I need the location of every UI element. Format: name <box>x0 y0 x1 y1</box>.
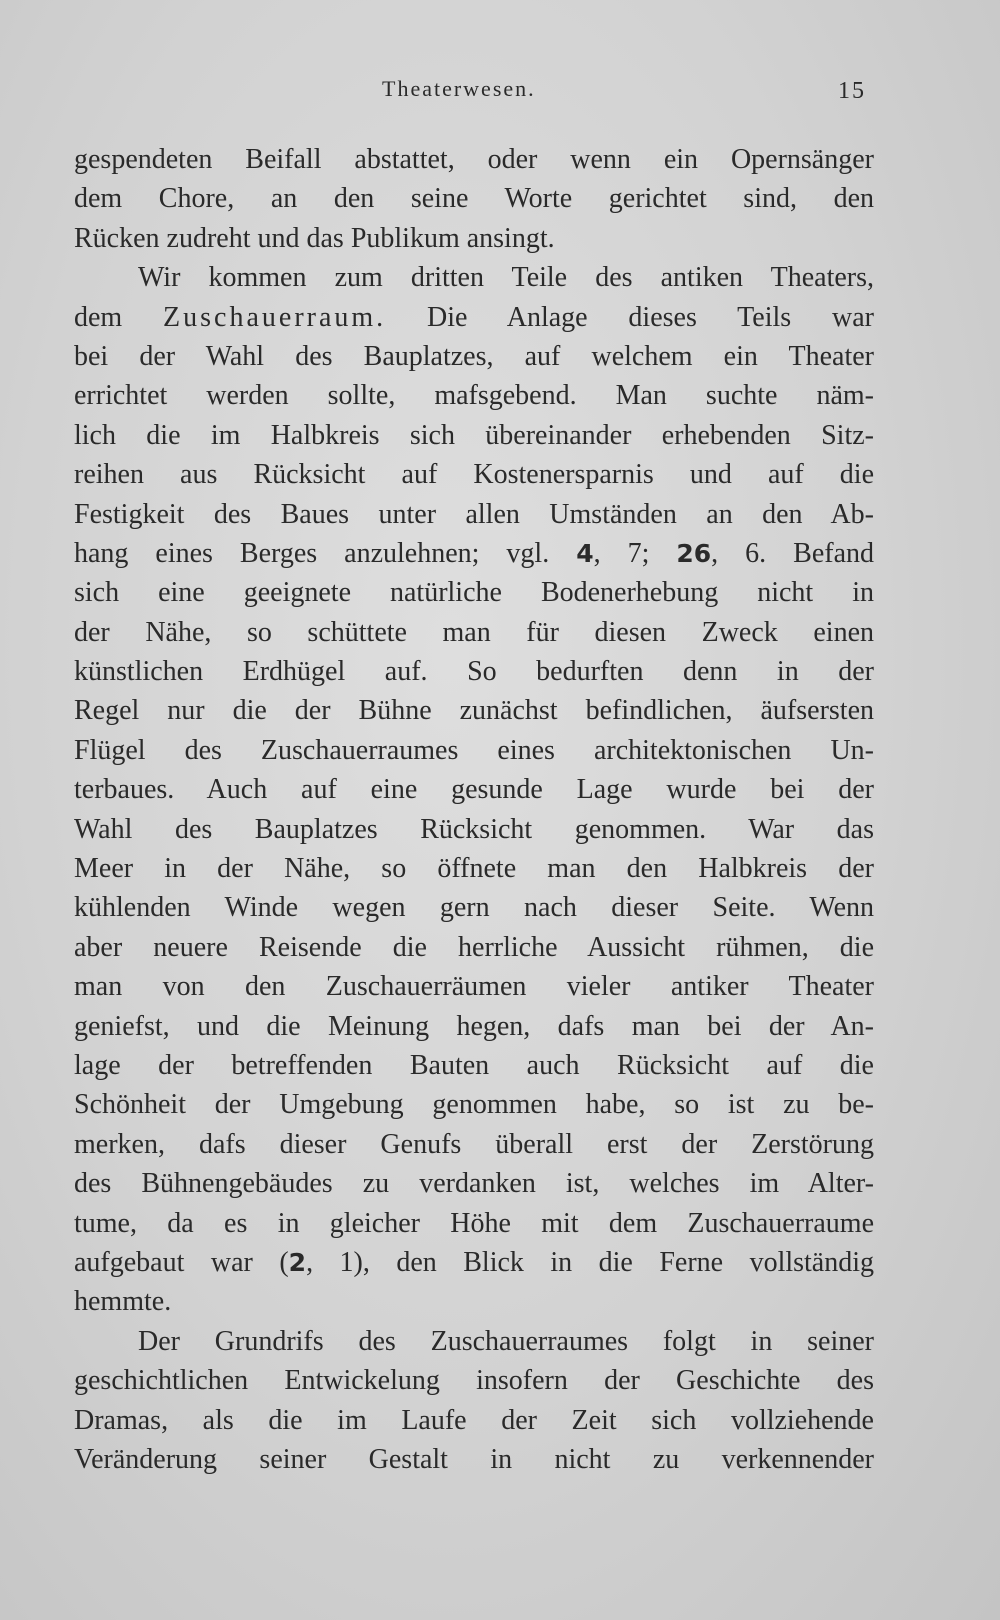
text-line: Regel nur die der Bühne zunächst befindlichen, äufsersten <box>74 695 874 727</box>
text-line: lage der betreffenden Bauten auch Rücksicht auf die <box>74 1049 874 1081</box>
text-line: kühlenden Winde wegen gern nach dieser Seite. Wenn <box>74 892 874 924</box>
text-line: der Nähe, so schüttete man für diesen Zweck einen <box>74 616 874 648</box>
body-text <box>74 140 874 1479</box>
spaced-term: Zuschauerraum. <box>163 301 387 333</box>
text-line: aber neuere Reisende die herrliche Aussicht rühmen, die <box>74 931 874 963</box>
text-line: Meer in der Nähe, so öffnete man den Halbkreis der <box>74 853 874 885</box>
text-line: errichtet werden sollte, mafsgebend. Man suchte näm- <box>74 380 874 412</box>
text-line: tume, da es in gleicher Höhe mit dem Zuschauerraume <box>74 1207 874 1239</box>
cross-reference-number: 2 <box>288 1247 307 1277</box>
text-line: merken, dafs dieser Genufs überall erst der Zerstörung <box>74 1128 874 1160</box>
text-line: hemmte. <box>74 1286 172 1318</box>
text-line: gespendeten Beifall abstattet, oder wenn ein Opernsänger <box>74 144 874 175</box>
running-title: Theaterwesen. <box>382 76 536 101</box>
text-line <box>74 1243 874 1282</box>
text-line: Veränderung seiner Gestalt in nicht zu verkennender <box>74 1443 874 1475</box>
text-fragment: , 7; <box>593 537 677 569</box>
text-fragment: hang eines Berges anzulehnen; vgl. <box>74 537 577 569</box>
text-line: künstlichen Erdhügel auf. So bedurften denn in der <box>74 656 874 688</box>
paragraph-start-line: Wir kommen zum dritten Teile des antiken Theaters, <box>138 262 874 294</box>
text-line: dem Chore, an den seine Worte gerichtet sind, den <box>74 183 874 215</box>
text-line: des Bühnengebäudes zu verdanken ist, welches im Alter- <box>74 1168 874 1200</box>
paragraph-start-line: Der Grundrifs des Zuschauerraumes folgt in seiner <box>138 1325 874 1357</box>
text-fragment: aufgebaut war ( <box>74 1246 289 1278</box>
cross-reference-number: 4 <box>576 538 594 568</box>
text-line: geschichtlichen Entwickelung insofern der Geschichte des <box>74 1365 874 1397</box>
text-line: sich eine geeignete natürliche Bodenerhebung nicht in <box>74 577 874 609</box>
text-fragment: Die Anlage dieses Teils war <box>386 301 874 333</box>
text-line: man von den Zuschauerräumen vieler antiker Theater <box>74 971 874 1003</box>
text-line: terbaues. Auch auf eine gesunde Lage wurde bei der <box>74 774 874 806</box>
text-line: bei der Wahl des Bauplatzes, auf welchem ein Theater <box>74 340 874 372</box>
text-line: lich die im Halbkreis sich übereinander erhebenden Sitz- <box>74 419 874 451</box>
text-line <box>74 298 874 337</box>
text-line: Wahl des Bauplatzes Rücksicht genommen. War das <box>74 813 874 845</box>
text-fragment: dem <box>74 301 164 333</box>
running-head <box>0 72 1000 112</box>
text-line: Festigkeit des Baues unter allen Umständen an den Ab- <box>74 498 874 530</box>
text-fragment: , 1), den Blick in die Ferne vollständig <box>306 1246 875 1278</box>
text-line: Rücken zudreht und das Publikum ansingt. <box>74 222 555 254</box>
cross-reference-number: 26 <box>676 538 712 568</box>
text-line: geniefst, und die Meinung hegen, dafs man bei der An- <box>74 1010 874 1042</box>
text-line: Schönheit der Umgebung genommen habe, so ist zu be- <box>74 1089 874 1121</box>
text-line <box>74 534 874 573</box>
text-fragment: , 6. Befand <box>711 537 875 569</box>
text-line: Dramas, als die im Laufe der Zeit sich vollziehende <box>74 1404 874 1436</box>
text-line: reihen aus Rücksicht auf Kostenersparnis und auf die <box>74 459 874 491</box>
text-line: Flügel des Zuschauerraumes eines architektonischen Un- <box>74 734 874 766</box>
page-number: 15 <box>838 78 866 104</box>
